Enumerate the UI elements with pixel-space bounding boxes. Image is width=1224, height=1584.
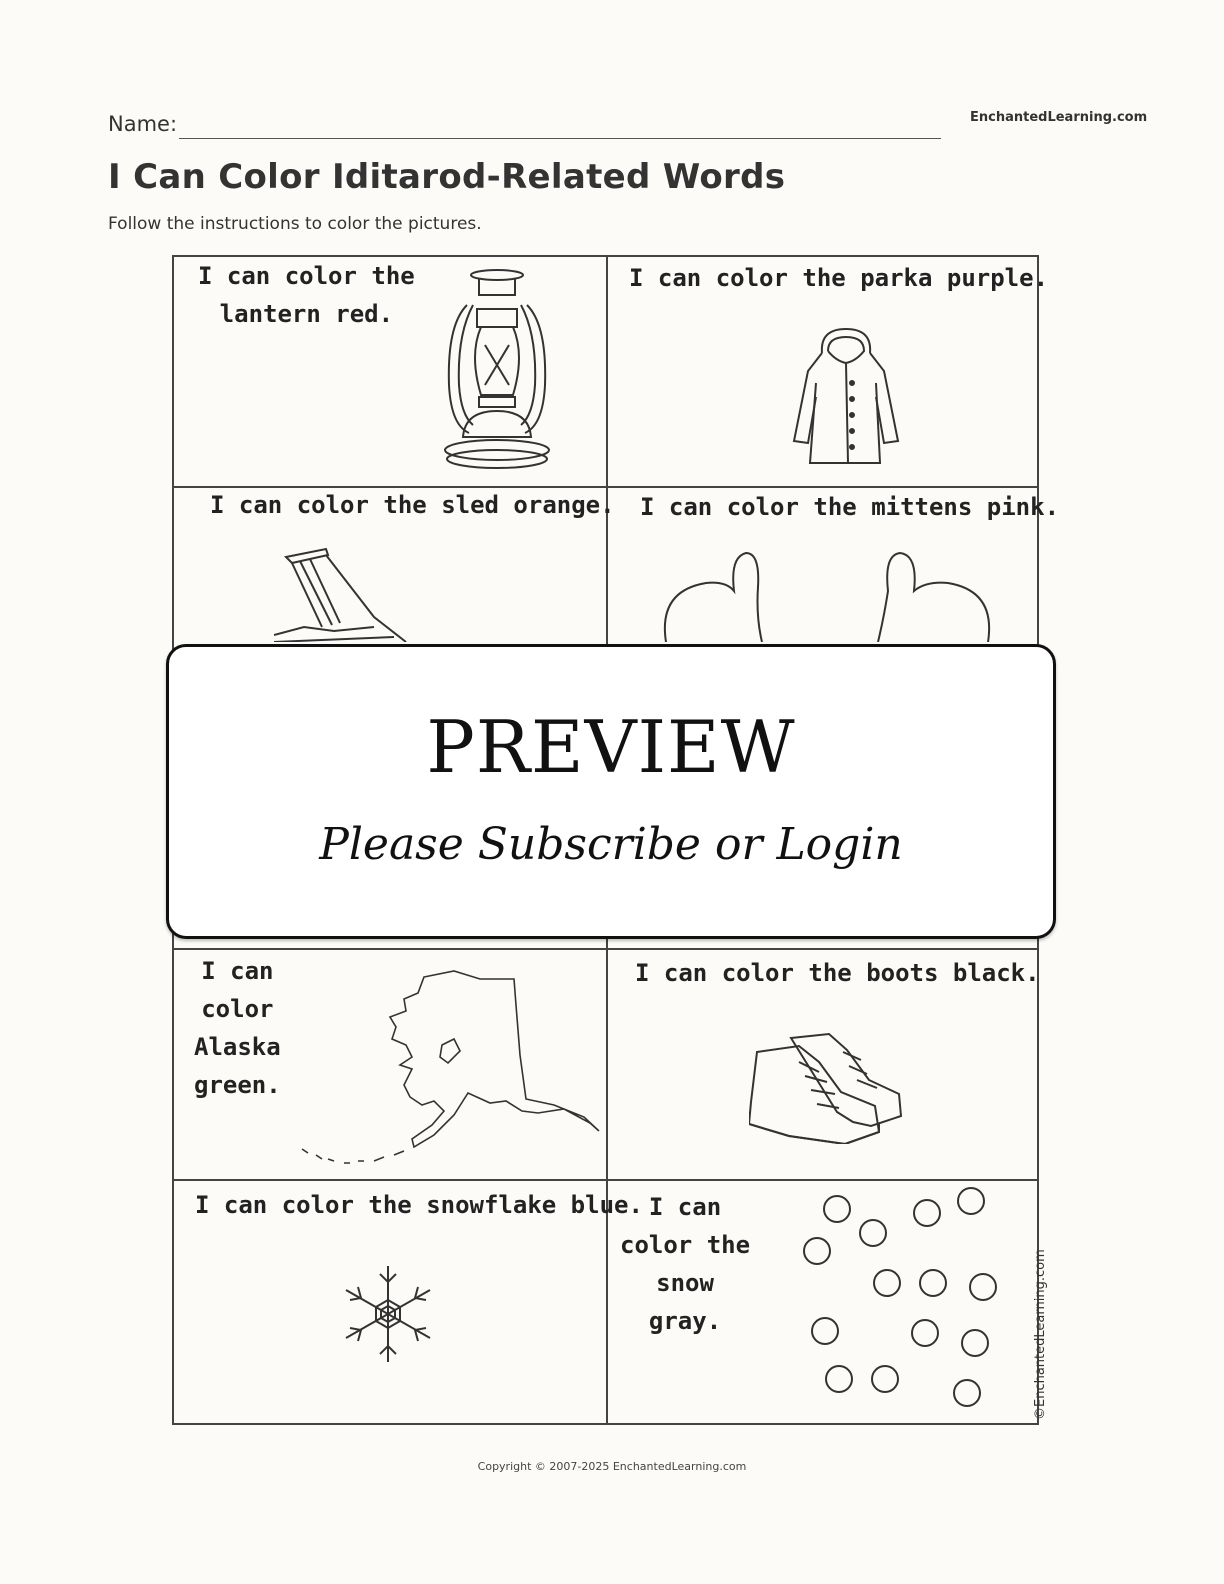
name-label: Name: [108, 112, 178, 136]
cell-text-snow: I can color the snow gray. [620, 1193, 751, 1335]
snowflake-icon [342, 1263, 434, 1365]
page-subtitle: Follow the instructions to color the pictures. [108, 214, 482, 234]
mittens-icon [662, 547, 996, 642]
cell-text-parka: I can color the parka purple. [629, 264, 1049, 292]
page-title: I Can Color Iditarod-Related Words [108, 157, 786, 197]
subscribe-login-link[interactable]: Please Subscribe or Login [319, 819, 903, 870]
copyright: Copyright © 2007-2025 EnchantedLearning.com [477, 1460, 747, 1473]
cell-text-mittens: I can color the mittens pink. [640, 493, 1060, 521]
side-credit: ©EnchantedLearning.com [1033, 1249, 1048, 1420]
name-row [108, 110, 1108, 140]
cell-text-alaska: I can color Alaska green. [194, 957, 281, 1099]
cell-text-sled: I can color the sled orange. [210, 491, 615, 519]
cell-text-snowflake: I can color the snowflake blue. [195, 1191, 643, 1219]
snowballs-icon [799, 1185, 999, 1415]
grid-divider [174, 1179, 1037, 1181]
parka-icon [786, 323, 906, 471]
cell-text-lantern: I can color the lantern red. [198, 262, 415, 328]
preview-overlay[interactable] [166, 644, 1056, 939]
name-line [179, 138, 941, 139]
alaska-map-icon [294, 965, 604, 1165]
preview-title: PREVIEW [426, 705, 796, 789]
lantern-icon [429, 265, 559, 475]
cell-text-boots: I can color the boots black. [635, 959, 1040, 987]
sled-icon [274, 547, 414, 642]
site-tag: EnchantedLearning.com [970, 110, 1148, 125]
grid-divider [174, 948, 1037, 950]
boots-icon [749, 1032, 904, 1144]
